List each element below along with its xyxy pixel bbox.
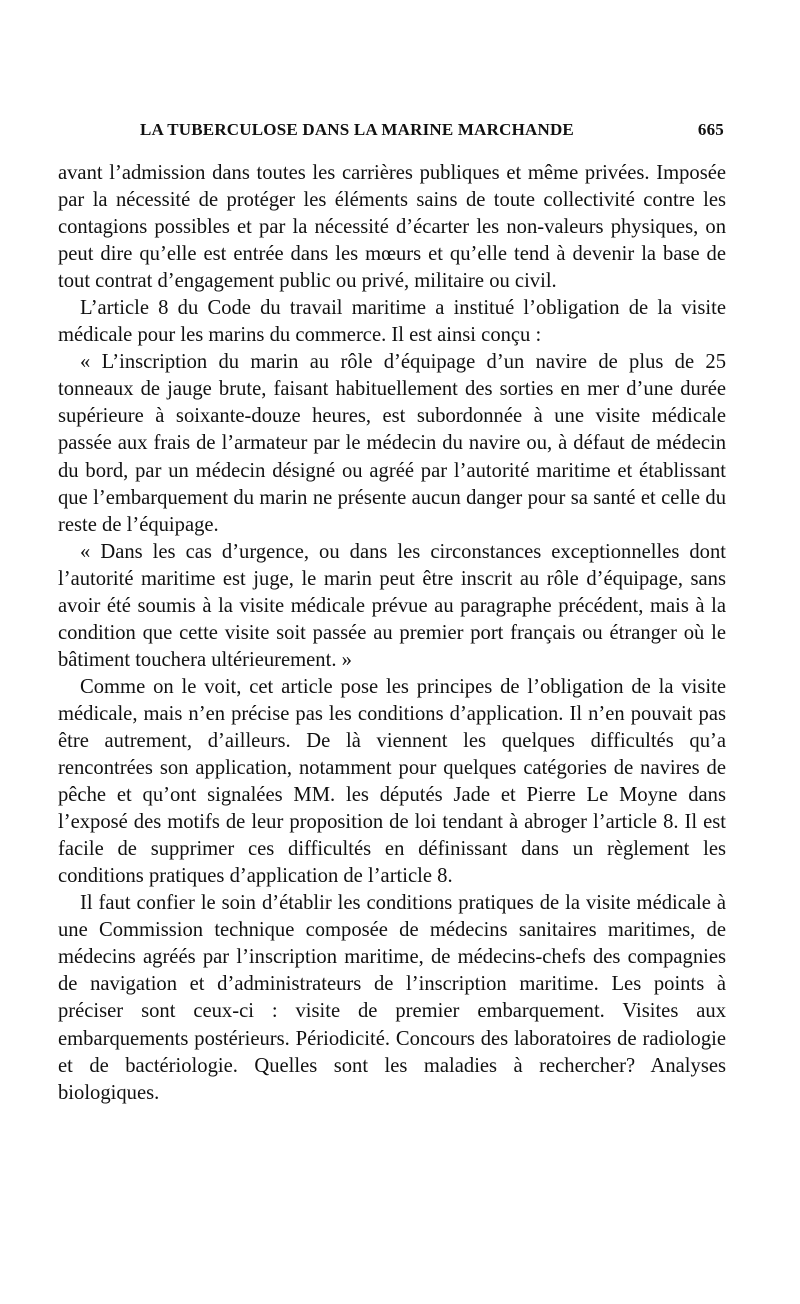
book-page [58, 118, 726, 1107]
paragraph-continuation: avant l’admission dans toutes les carrières publiques et même privées. Imposée par la nécessité de protéger les éléments sains de toute collectivité contre les contagions possibles et par la nécessité d’écarter les non-valeurs physiques, on peut dire qu’elle est entrée dans les mœurs et qu’elle tend à devenir la base de tout contrat d’engagement public ou privé, militaire ou civil. [58, 162, 726, 293]
paragraph-quote-urgence: « Dans les cas d’urgence, ou dans les circonstances exceptionnelles dont l’autorité maritime est juge, le marin peut être inscrit au rôle d’équipage, sans avoir été soumis à la visite médicale prévue au paragraphe précédent, mais à la condition que cette visite soit passée au premier port français ou étranger où le bâtiment touchera ultérieurement. » [58, 540, 726, 671]
body-text [58, 160, 726, 1107]
paragraph-commentary: Comme on le voit, cet article pose les principes de l’obligation de la visite médicale, mais n’en précise pas les conditions d’application. Il n’en pouvait pas être autrement, d’ailleurs. De là viennent les quelques difficultés qu’a rencontrées son application, notamment pour quelques catégories de navires de pêche et qu’ont signalées MM. les députés Jade et Pierre Le Moyne dans l’exposé des motifs de leur proposition de loi tendant à abroger l’article 8. Il est facile de supprimer ces difficultés en définissant dans un règlement les conditions pratiques d’application de l’article 8. [58, 675, 726, 888]
paragraph-quote-inscription: « L’inscription du marin au rôle d’équipage d’un navire de plus de 25 tonneaux de jauge brute, faisant habituellement des sorties en mer d’une durée supérieure à soixante-douze heures, est subordonnée à une visite médicale passée aux frais de l’armateur par le médecin du navire ou, à défaut de médecin du bord, par un médecin désigné ou agréé par l’autorité maritime et établissant que l’embarquement du marin ne présente aucun danger pour sa santé et celle du reste de l’équipage. [58, 351, 726, 536]
running-title: LA TUBERCULOSE DANS LA MARINE MARCHANDE [140, 120, 574, 139]
running-head [58, 118, 726, 148]
page-number: 665 [697, 120, 724, 139]
paragraph-commission: Il faut confier le soin d’établir les conditions pratiques de la visite médicale à une Commission technique composée de médecins sanitaires maritimes, de médecins agréés par l’inscription maritime, de médecins-chefs des compagnies de navigation et d’administrateurs de l’inscription maritime. Les points à préciser sont ceux-ci : visite de premier embarquement. Visites aux embarquements postérieurs. Périodicité. Concours des laboratoires de radiologie et de bactériologie. Quelles sont les maladies à rechercher? Analyses biologiques. [58, 892, 726, 1104]
paragraph-article-8-intro: L’article 8 du Code du travail maritime a institué l’obligation de la visite médicale pour les marins du commerce. Il est ainsi conçu : [58, 297, 726, 347]
